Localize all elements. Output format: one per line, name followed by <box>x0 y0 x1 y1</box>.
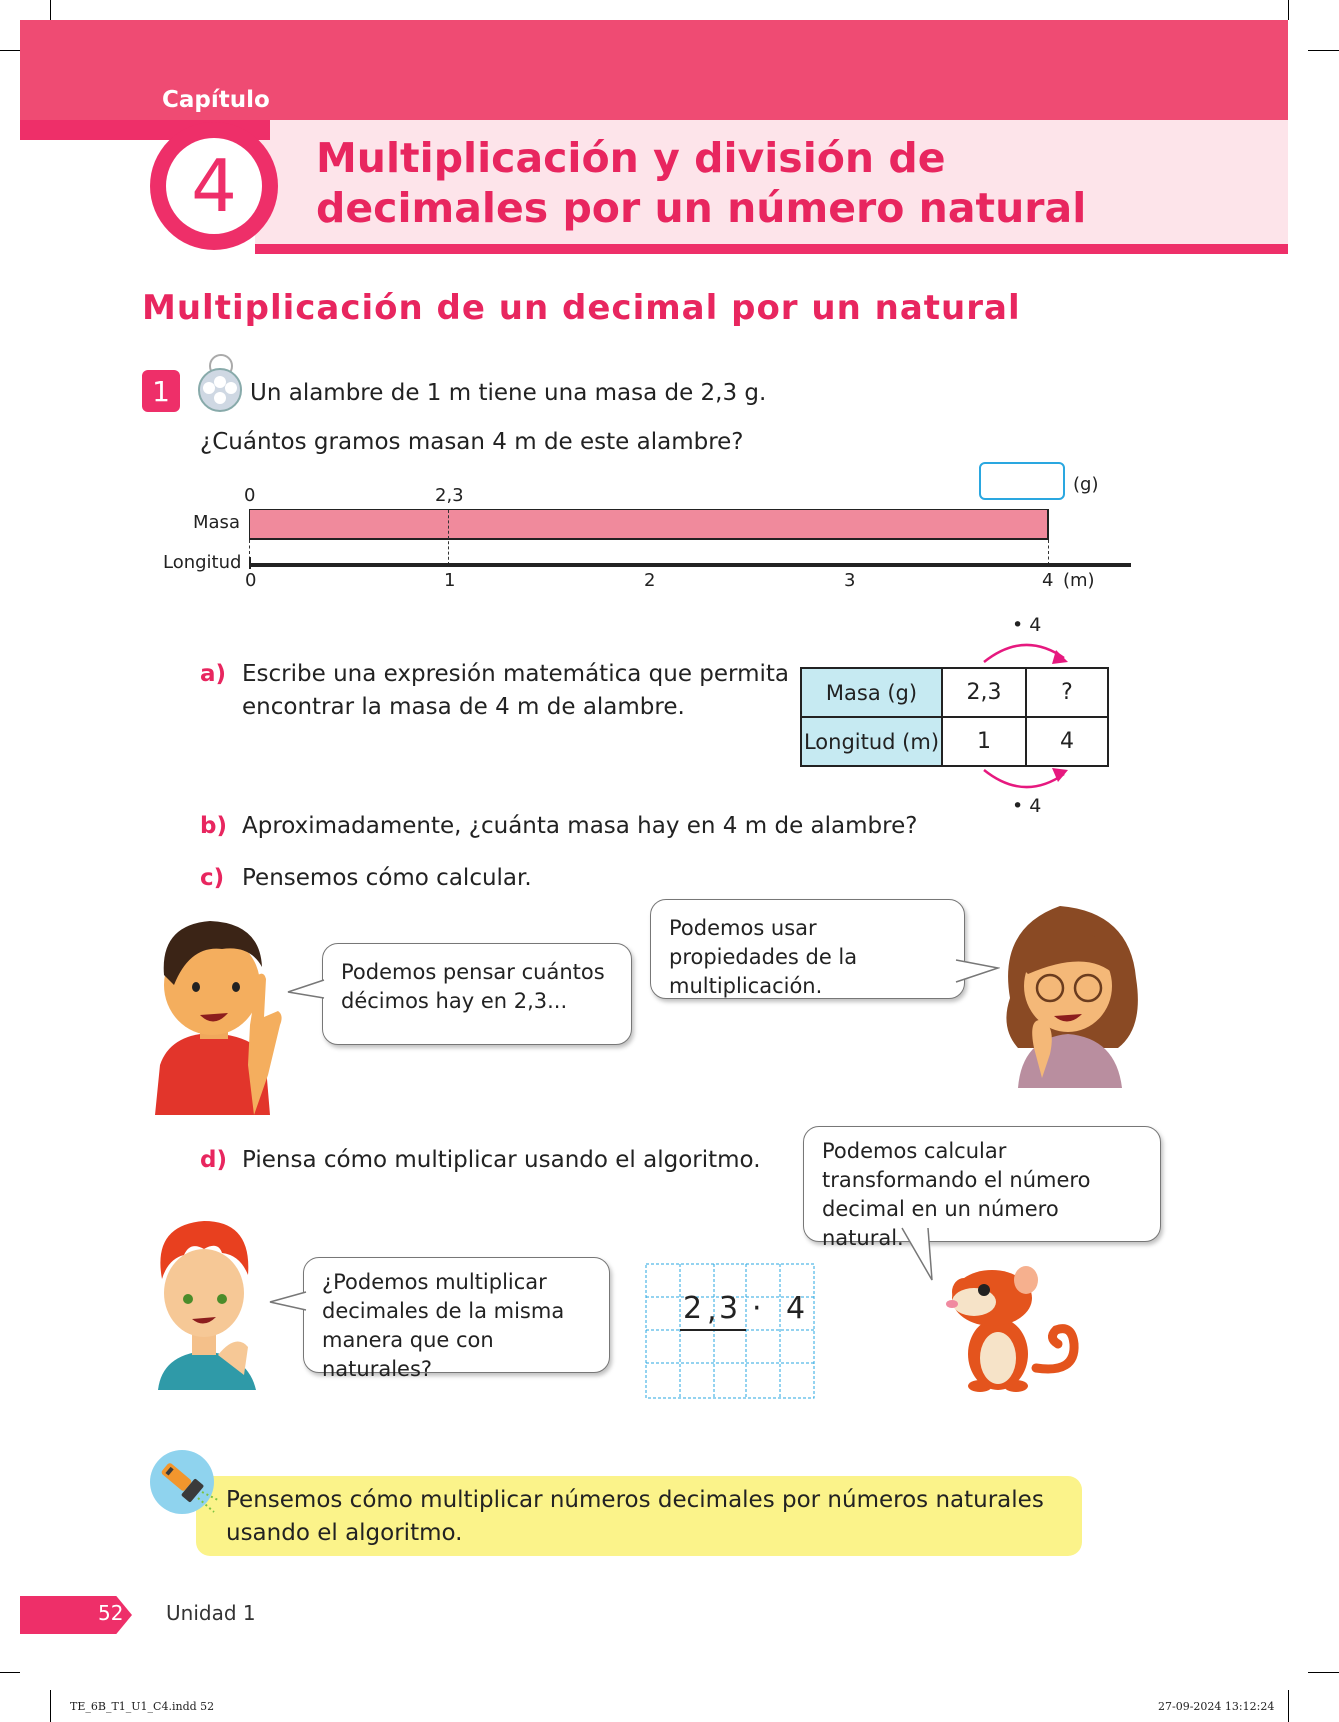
speech-bubble-text: Podemos usar propiedades de la multiplicación. <box>669 916 858 998</box>
mass-tick-0: 0 <box>244 485 256 506</box>
ratio-row-length <box>801 717 1108 766</box>
unit-label: Unidad 1 <box>166 1601 256 1625</box>
monkey-illustration <box>940 1258 1080 1397</box>
speech-bubble-boy1 <box>322 943 632 1045</box>
ratio-cell: 2,3 <box>942 668 1026 717</box>
length-tick-1: 1 <box>444 570 456 591</box>
problem-statement-line2: ¿Cuántos gramos masan 4 m de este alambre? <box>200 429 744 455</box>
bubble-tail <box>286 978 326 1006</box>
part-c-letter: c) <box>200 865 225 891</box>
speech-bubble-boy2 <box>303 1257 610 1381</box>
length-tick-3: 3 <box>844 570 856 591</box>
ratio-head-length: Longitud (m) <box>801 717 942 766</box>
speech-bubble-monkey <box>803 1126 1161 1250</box>
bubble-tail <box>898 1226 938 1286</box>
group-work-icon <box>195 352 245 416</box>
chapter-title <box>316 133 1216 233</box>
bubble-tail <box>954 956 1000 990</box>
crop-mark <box>50 0 51 20</box>
chapter-number: 4 <box>166 138 262 234</box>
part-d-letter: d) <box>200 1147 227 1173</box>
part-b-text: Aproximadamente, ¿cuánta masa hay en 4 m de alambre? <box>242 813 918 839</box>
problem-number-badge: 1 <box>142 370 180 412</box>
mass-tick-2-3: 2,3 <box>435 485 464 506</box>
mass-row-label: Masa <box>193 512 240 533</box>
crop-mark <box>50 1690 51 1722</box>
part-a-letter: a) <box>200 661 227 687</box>
crop-mark <box>0 50 20 51</box>
algorithm-operator: · <box>752 1291 762 1326</box>
speech-bubble-text: Podemos calcular transformando el número decimal en un número natural. <box>822 1139 1091 1250</box>
length-axis <box>249 563 1131 567</box>
length-row-label: Longitud <box>163 552 242 573</box>
ratio-head-mass: Masa (g) <box>801 668 942 717</box>
chapter-label: Capítulo <box>162 87 270 113</box>
part-b-letter: b) <box>200 813 227 839</box>
part-a-line1: Escribe una expresión matemática que permita <box>242 661 789 687</box>
crop-mark <box>1308 1672 1339 1673</box>
problem-statement-line1: Un alambre de 1 m tiene una masa de 2,3 g. <box>250 380 767 406</box>
ratio-row-mass <box>801 668 1108 717</box>
ratio-cell: 1 <box>942 717 1026 766</box>
flashlight-icon <box>150 1448 218 1520</box>
girl-thinking-illustration <box>998 898 1143 1092</box>
bubble-tail <box>268 1290 308 1318</box>
chapter-title-line2: decimales por un número natural <box>316 184 1087 232</box>
boy-wondering-illustration <box>148 1215 268 1394</box>
ratio-cell: ? <box>1026 668 1108 717</box>
crop-mark <box>1288 0 1289 20</box>
length-tick-4: 4 <box>1042 570 1054 591</box>
algorithm-digit: 2 <box>683 1291 703 1326</box>
part-d-text: Piensa cómo multiplicar usando el algoritmo. <box>242 1147 761 1173</box>
arrow-top-label: • 4 <box>1012 614 1042 636</box>
crop-mark <box>1308 50 1339 51</box>
guide-line-4 <box>1048 540 1049 565</box>
algorithm-digit: 4 <box>786 1291 806 1326</box>
file-slug: TE_6B_T1_U1_C4.indd 52 <box>70 1700 215 1713</box>
length-unit-label: (m) <box>1063 570 1095 591</box>
algorithm-comma: , <box>707 1293 717 1328</box>
part-c-text: Pensemos cómo calcular. <box>242 865 532 891</box>
boy-thinking-illustration <box>150 905 300 1119</box>
answer-box[interactable] <box>979 462 1065 500</box>
print-timestamp: 27-09-2024 13:12:24 <box>1158 1700 1275 1713</box>
length-tick-0: 0 <box>245 570 257 591</box>
chapter-header-underline <box>255 244 1288 254</box>
algorithm-digit: 3 <box>719 1291 739 1326</box>
speech-bubble-text: Podemos pensar cuántos décimos hay en 2,3... <box>341 960 605 1013</box>
guide-line-1 <box>448 510 449 565</box>
page-number: 52 <box>98 1601 124 1625</box>
crop-mark <box>1288 1690 1289 1722</box>
chapter-title-line1: Multiplicación y división de <box>316 134 946 182</box>
hint-box <box>196 1476 1082 1556</box>
ratio-table <box>800 667 1109 767</box>
section-title: Multiplicación de un decimal por un natural <box>142 288 1021 328</box>
crop-mark <box>0 1672 20 1673</box>
ratio-cell: 4 <box>1026 717 1108 766</box>
hint-text: Pensemos cómo multiplicar números decimales por números naturales usando el algoritmo. <box>226 1487 1044 1546</box>
part-a-line2: encontrar la masa de 4 m de alambre. <box>242 694 685 720</box>
mass-unit-label: (g) <box>1073 474 1099 495</box>
algorithm-grid <box>645 1263 815 1403</box>
mass-bar-fill <box>250 510 1047 538</box>
speech-bubble-girl <box>650 899 965 999</box>
speech-bubble-text: ¿Podemos multiplicar decimales de la misma manera que con naturales? <box>322 1270 565 1381</box>
length-tick-2: 2 <box>644 570 656 591</box>
arrow-bottom-label: • 4 <box>1012 795 1042 817</box>
length-axis-tick <box>249 557 251 569</box>
chapter-number-badge <box>150 122 278 250</box>
